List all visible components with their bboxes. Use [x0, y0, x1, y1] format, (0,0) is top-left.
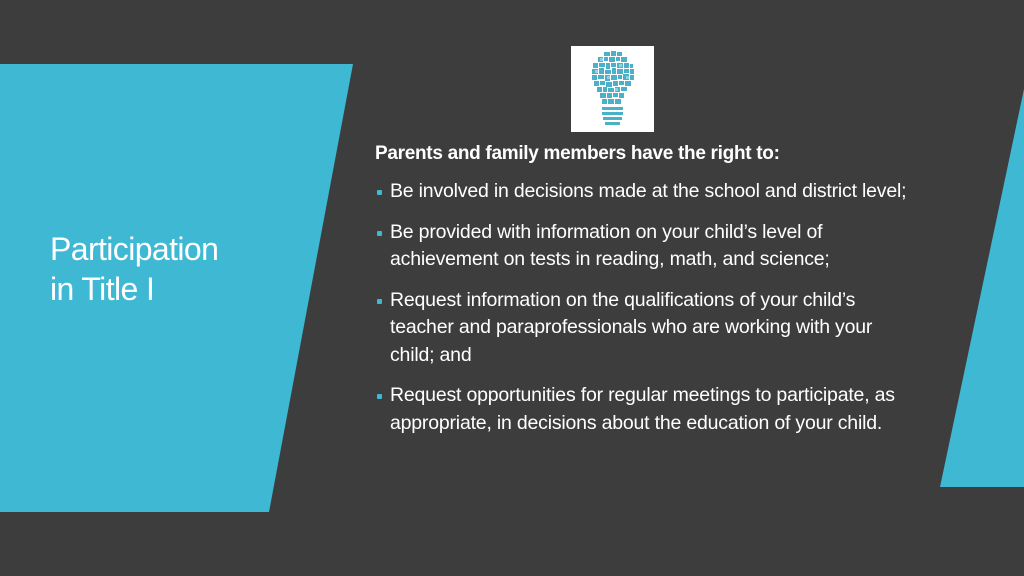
slide-title	[50, 229, 280, 309]
list-item-text: Be provided with information on your child’s level of achievement on tests in reading, math, and science;	[390, 220, 830, 270]
list-item-text: Be involved in decisions made at the school and district level;	[390, 180, 907, 202]
bullet-icon	[377, 299, 382, 304]
list-item	[375, 219, 920, 274]
list-item	[375, 382, 920, 437]
bullet-icon	[377, 190, 382, 195]
title-line-2: in Title I	[50, 271, 155, 307]
rights-list	[375, 178, 920, 437]
bullet-icon	[377, 231, 382, 236]
content-area	[375, 140, 920, 450]
right-accent-sliver	[940, 89, 1024, 487]
list-item	[375, 178, 920, 206]
title-line-1: Participation	[50, 231, 219, 267]
list-item-text: Request opportunities for regular meetings to participate, as appropriate, in decisions about the education of your child.	[390, 384, 895, 434]
rights-heading: Parents and family members have the right to:	[375, 143, 780, 164]
bullet-icon	[377, 394, 382, 399]
lightbulb-icon	[571, 46, 654, 132]
list-item	[375, 287, 920, 370]
list-item-text: Request information on the qualifications of your child’s teacher and paraprofessionals who are working with your child; and	[390, 288, 873, 366]
